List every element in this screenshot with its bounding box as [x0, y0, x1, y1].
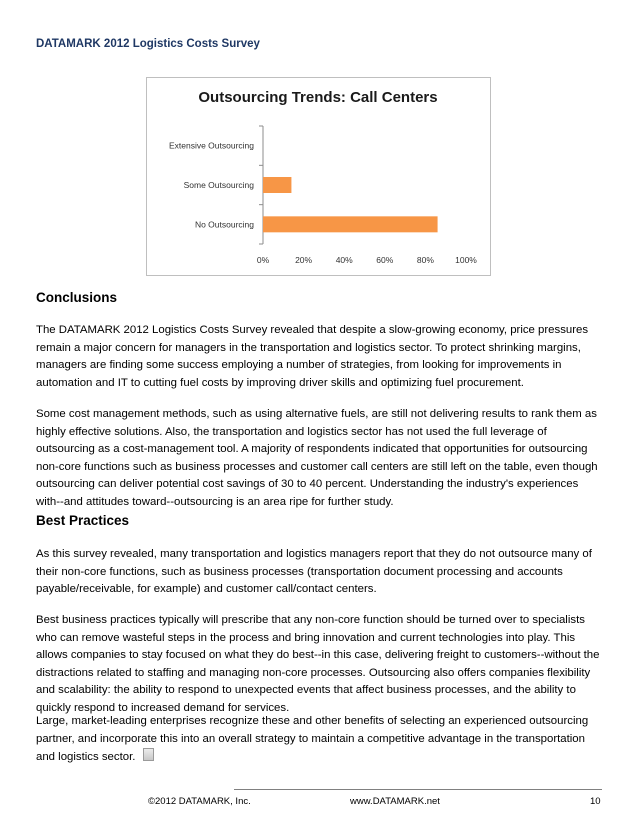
category-label: No Outsourcing	[194, 219, 254, 230]
bar	[263, 216, 438, 232]
best-practices-paragraph-2: Best business practices typically will prescribe that any non-core function should be turned over to specialists who can remove wasteful steps in the process and bring innovation and current technologies into play. This allows companies to stay focused on what they do best--in this case, delivering freight to customers--without the distractions related to staffing and managing non-core processes. Outsourcing also offers companies flexibility and scalability: the ability to respond to unexpected events that affect business processes, and the ability to quickly respond to increased demand for services.	[36, 614, 600, 714]
conclusions-paragraph-2: Some cost management methods, such as using alternative fuels, are still not delivering results to rank them as highly effective solutions. Also, the transportation and logistics sector has not used the full leverage of outsourcing as a cost-management tool. A majority of respondents indicated that opportunities for outsourcing non-core functions such as business processes and customer call centers are still left on the table, even though outsourcing can deliver potential cost savings of 30 to 40 percent. Understanding the industry's experiences with--and attitudes toward--outsourcing is an area ripe for further study.	[36, 408, 598, 508]
conclusions-paragraph-1: The DATAMARK 2012 Logistics Costs Survey revealed that despite a slow-growing economy, price pressures remain a major concern for managers in the transportation and logistics sector. To protect shrinking margins, managers are finding some success employing a number of strategies, from looking for improvements in automation and IT to cutting fuel costs by improving driver skills and optimizing fuel procurement.	[36, 324, 589, 389]
chart-title: Outsourcing Trends: Call Centers	[198, 89, 438, 106]
running-header: DATAMARK 2012 Logistics Costs Survey	[36, 38, 260, 50]
footer-copyright: ©2012 DATAMARK, Inc.	[148, 796, 251, 807]
x-tick-label: 20%	[295, 255, 313, 265]
best-practices-paragraph-3-text: Large, market-leading enterprises recognize these and other benefits of selecting an experienced outsourcing partner, and incorporate this into an overall strategy to maintain a competitive advantage in the transportation and logistics sector.	[36, 715, 589, 763]
x-tick-label: 100%	[455, 255, 477, 265]
best-practices-paragraph-1: As this survey revealed, many transportation and logistics managers report that they do not outsource many of their non-core functions, such as business processes (transportation document processing and accounts payable/receivable, for example) and customer call/contact centers.	[36, 548, 592, 595]
best-practices-paragraph-3	[36, 713, 602, 767]
footer-divider	[234, 789, 602, 790]
document-icon	[143, 748, 154, 761]
conclusions-heading: Conclusions	[36, 290, 118, 305]
outsourcing-chart	[146, 77, 491, 276]
chart-canvas	[147, 78, 490, 275]
x-tick-label: 0%	[256, 255, 270, 265]
category-label: Some Outsourcing	[183, 180, 254, 190]
best-practices-heading: Best Practices	[36, 513, 130, 528]
chart-marks	[169, 126, 477, 265]
footer-website: www.DATAMARK.net	[350, 796, 440, 807]
footer-page-number: 10	[590, 796, 601, 807]
x-tick-label: 60%	[376, 255, 394, 265]
x-tick-label: 40%	[335, 255, 353, 265]
bar	[263, 177, 291, 193]
category-label: Extensive Outsourcing	[168, 140, 254, 151]
x-tick-label: 80%	[416, 255, 434, 265]
